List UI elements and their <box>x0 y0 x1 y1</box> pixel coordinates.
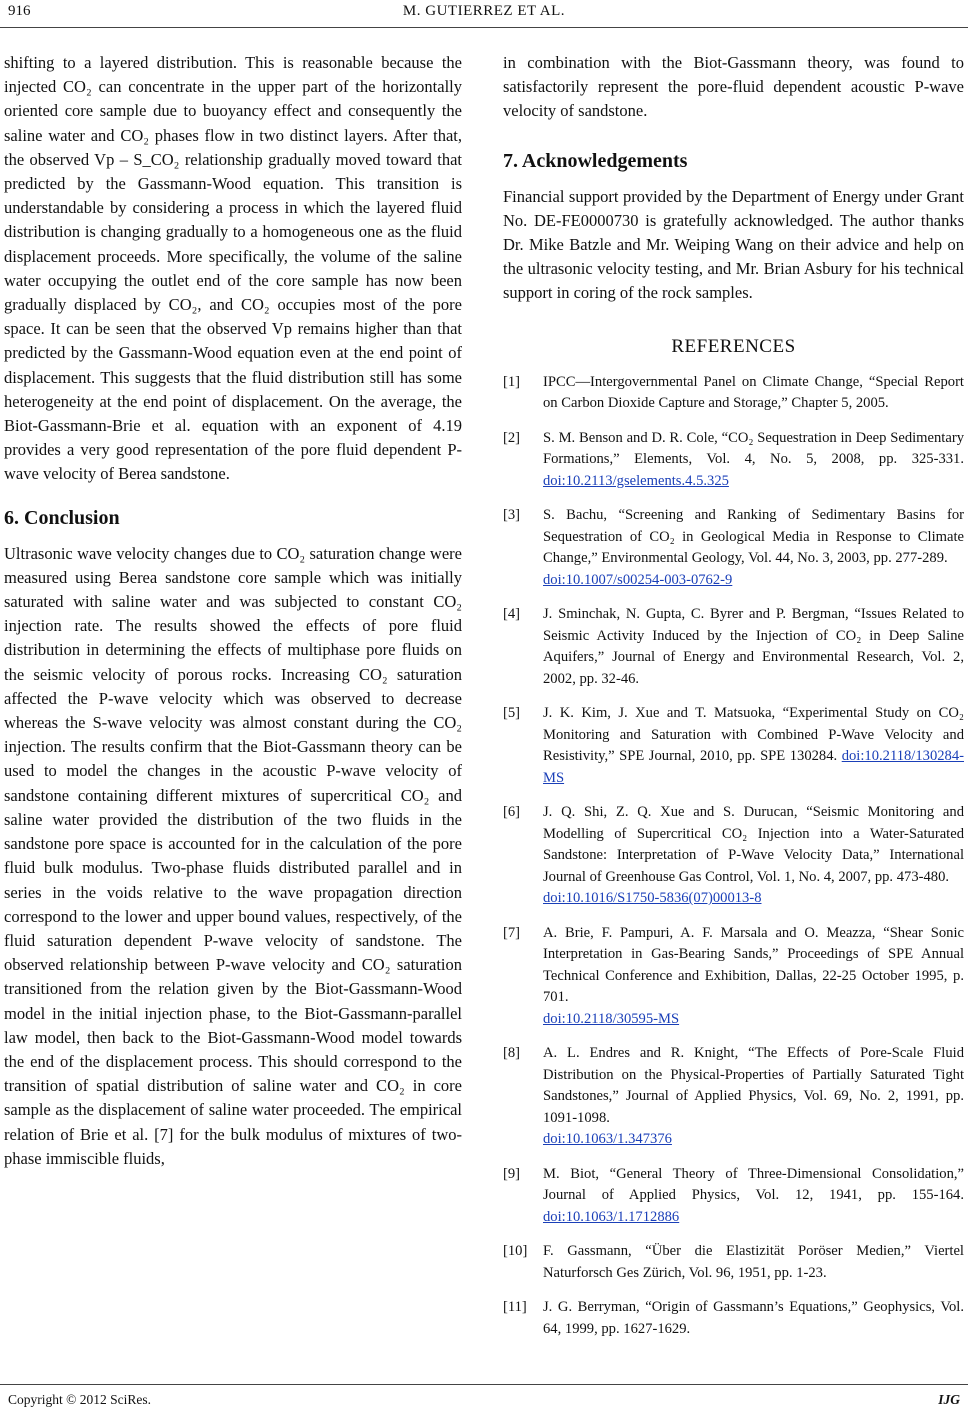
reference-text: S. M. Benson and D. R. Cole, “CO₂ Sequestration in Deep Sedimentary Formations,” Elements, Vol. 4, No. 5, 2008, pp. 325-331. <box>543 429 964 468</box>
reference-item <box>503 802 964 910</box>
conclusion-paragraph: Ultrasonic wave velocity changes due to CO₂ saturation change were measured using Berea sandstone core sample which was initially saturated with saline water and was subjected to constant CO₂ injection rate. The results showed the effects of pore fluid distribution in determining the effects of multiphase pore fluids on the seismic velocity of porous rocks. Increasing CO₂ saturation affected the P-wave velocity which was observed to decrease whereas the S-wave velocity was almost constant during the CO₂ injection. The results confirm that the Biot-Gassmann theory can be used to model the changes in the acoustic P-wave velocity of sandstone containing different mixtures of supercritical CO₂ and saline water provided the distribution of the two fluids in the sandstone pore space is accounted for in the calculation of the pore fluid bulk modulus. Two-phase fluids distributed parallel and in series in the voids relative to the wave propagation direction correspond to the lower and upper bound values, respectively, of the fluid saturation dependent P-wave velocity of sandstone. The observed relationship between P-wave velocity and CO₂ saturation transitioned from the relation given by the Biot-Gassmann-Wood model in the initial injection phase, to the Biot-Gassmann-parallel law model, then back to the Biot-Gassmann-Wood model towards the end of the displacement process. This should correspond to the transition of spatial distribution of saline water and CO₂ in core sample as the displacement of saline water proceeded. The empirical relation of Brie et al. [7] for the bulk modulus of mixtures of two-phase immiscible fluids, <box>4 543 462 1168</box>
reference-item <box>503 1241 964 1284</box>
reference-number: [10] <box>503 1243 528 1260</box>
reference-doi-link[interactable]: doi:10.1016/S1750-5836(07)00013-8 <box>543 890 762 907</box>
running-title: M. GUTIERREZ ET AL. <box>402 3 566 19</box>
reference-doi-link[interactable]: doi:10.1007/s00254-003-0762-9 <box>543 571 733 588</box>
discussion-paragraph: shifting to a layered distribution. This is reasonable because the injected CO₂ can concentrate in the upper part of the horizontally oriented core sample due to buoyancy effect and consequently the saline water and CO₂ phases flow in two distinct layers. After that, the observed Vp – S_CO₂ relationship gradually moved toward that predicted by the Gassmann-Wood equation. This transition is understandable by considering a process in which the layered fluid distribution is changing gradually to a homogeneous one as the fluid displacement proceeds. More specifically, the volume of the saline water occupying the outlet end of the core sample has now been gradually displaced by CO₂, and CO₂ occupies most of the pore space. It can be seen that the observed Vp remains higher than that predicted by the Gassmann-Wood equation even at the end point of displacement. This suggests that the fluid distribution still has some heterogeneity at the end point of displacement. On the average, the Biot-Gassmann-Brie et al. equation with an exponent of 4.19 provides a very good representation of the pore fluid dependent P-wave velocity of Berea sandstone. <box>4 53 462 484</box>
footer-rule <box>0 1384 968 1385</box>
reference-text: A. Brie, F. Pampuri, A. F. Marsala and O. Meazza, “Shear Sonic Interpretation in Gas-Bearing Sands,” Proceedings of SPE Annual Technical Conference and Exhibition, Dallas, 22-25 October 1995, p. 701. <box>543 924 964 1006</box>
reference-text: J. G. Berryman, “Origin of Gassmann’s Equations,” Geophysics, Vol. 64, 1999, pp. 1627-1629. <box>543 1299 964 1337</box>
reference-number: [1] <box>503 373 521 390</box>
page-number: 916 <box>8 3 31 19</box>
reference-text: F. Gassmann, “Über die Elastizität Poröser Medien,” Viertel Naturforsch Ges Zürich, Vol. 96, 1951, pp. 1-23. <box>543 1243 964 1281</box>
reference-text: J. K. Kim, J. Xue and T. Matsuoka, “Experimental Study on CO₂ Monitoring and Saturation with Combined P-Wave Velocity and Resistivity,” SPE Journal, 2010, pp. SPE 130284. <box>543 705 964 765</box>
reference-text: J. Sminchak, N. Gupta, C. Byrer and P. Bergman, “Issues Related to Seismic Activity Induced by the Injection of CO₂ in Deep Saline Aquifers,” Journal of Energy and Environmental Research, Vol. 2, 2002, pp. 32-46. <box>543 606 964 687</box>
reference-text: IPCC—Intergovernmental Panel on Climate Change, “Special Report on Carbon Dioxide Capture and Storage,” Chapter 5, 2005. <box>543 373 964 412</box>
reference-item <box>503 372 964 415</box>
conclusion-continuation: in combination with the Biot-Gassmann theory, was found to satisfactorily represent the pore-fluid dependent acoustic P-wave velocity of sandstone. <box>503 53 964 121</box>
reference-number: [2] <box>503 429 521 446</box>
reference-item <box>503 428 964 493</box>
reference-number: [7] <box>503 924 521 941</box>
reference-item <box>503 604 964 690</box>
reference-number: [3] <box>503 507 521 524</box>
header-rule <box>0 27 968 28</box>
reference-item <box>503 505 964 591</box>
reference-item <box>503 1043 964 1151</box>
reference-number: [5] <box>503 705 521 722</box>
reference-number: [4] <box>503 606 521 623</box>
acknowledgements-heading: 7. Acknowledgements <box>503 149 688 172</box>
copyright-notice: Copyright © 2012 SciRes. <box>8 1392 152 1407</box>
reference-number: [11] <box>503 1299 527 1316</box>
left-column <box>4 51 462 1171</box>
conclusion-heading: 6. Conclusion <box>4 506 120 529</box>
reference-number: [6] <box>503 804 521 821</box>
reference-list <box>503 372 964 1341</box>
journal-abbreviation: IJG <box>938 1392 960 1407</box>
reference-text: A. L. Endres and R. Knight, “The Effects of Pore-Scale Fluid Distribution on the Physical-Properties of Partially Saturated Tight Sandstones,” Journal of Applied Physics, Vol. 69, No. 2, 1991, pp. 1091-1098. <box>543 1045 964 1126</box>
reference-doi-link[interactable]: doi:10.1063/1.1712886 <box>543 1208 680 1225</box>
acknowledgements-paragraph: Financial support provided by the Department of Energy under Grant No. DE-FE0000730 is gratefully acknowledged. The author thanks Dr. Mike Batzle and Mr. Weiping Wang on their advice and help on the ultrasonic velocity testing, and Mr. Brian Asbury for his technical support in coring of the rock samples. <box>503 186 964 303</box>
reference-item <box>503 1164 964 1229</box>
right-column <box>503 51 964 1353</box>
reference-text: J. Q. Shi, Z. Q. Xue and S. Durucan, “Seismic Monitoring and Modelling of Supercritical CO₂ Injection into a Water-Saturated Sandstone: Interpretation of P-Wave Velocity Data,” International Journal of Greenhouse Gas Control, Vol. 1, No. 4, 2007, pp. 473-480. <box>543 804 964 885</box>
reference-doi-link[interactable]: doi:10.2113/gselements.4.5.325 <box>543 472 729 489</box>
reference-text: S. Bachu, “Screening and Ranking of Sedimentary Basins for Sequestration of CO₂ in Geological Media in Response to Climate Change,” Environmental Geology, Vol. 44, No. 3, 2003, pp. 277-289. <box>543 507 964 567</box>
reference-doi-link[interactable]: doi:10.2118/130284-MS <box>543 748 964 786</box>
reference-number: [8] <box>503 1045 521 1062</box>
references-heading: REFERENCES <box>671 335 796 357</box>
reference-text: M. Biot, “General Theory of Three-Dimensional Consolidation,” Journal of Applied Physics, Vol. 12, 1941, pp. 155-164. <box>543 1165 964 1204</box>
reference-doi-link[interactable]: doi:10.2118/30595-MS <box>543 1010 680 1027</box>
reference-item <box>503 923 964 1031</box>
reference-number: [9] <box>503 1165 521 1182</box>
reference-item <box>503 703 964 789</box>
reference-doi-link[interactable]: doi:10.1063/1.347376 <box>543 1131 672 1148</box>
reference-item <box>503 1297 964 1340</box>
